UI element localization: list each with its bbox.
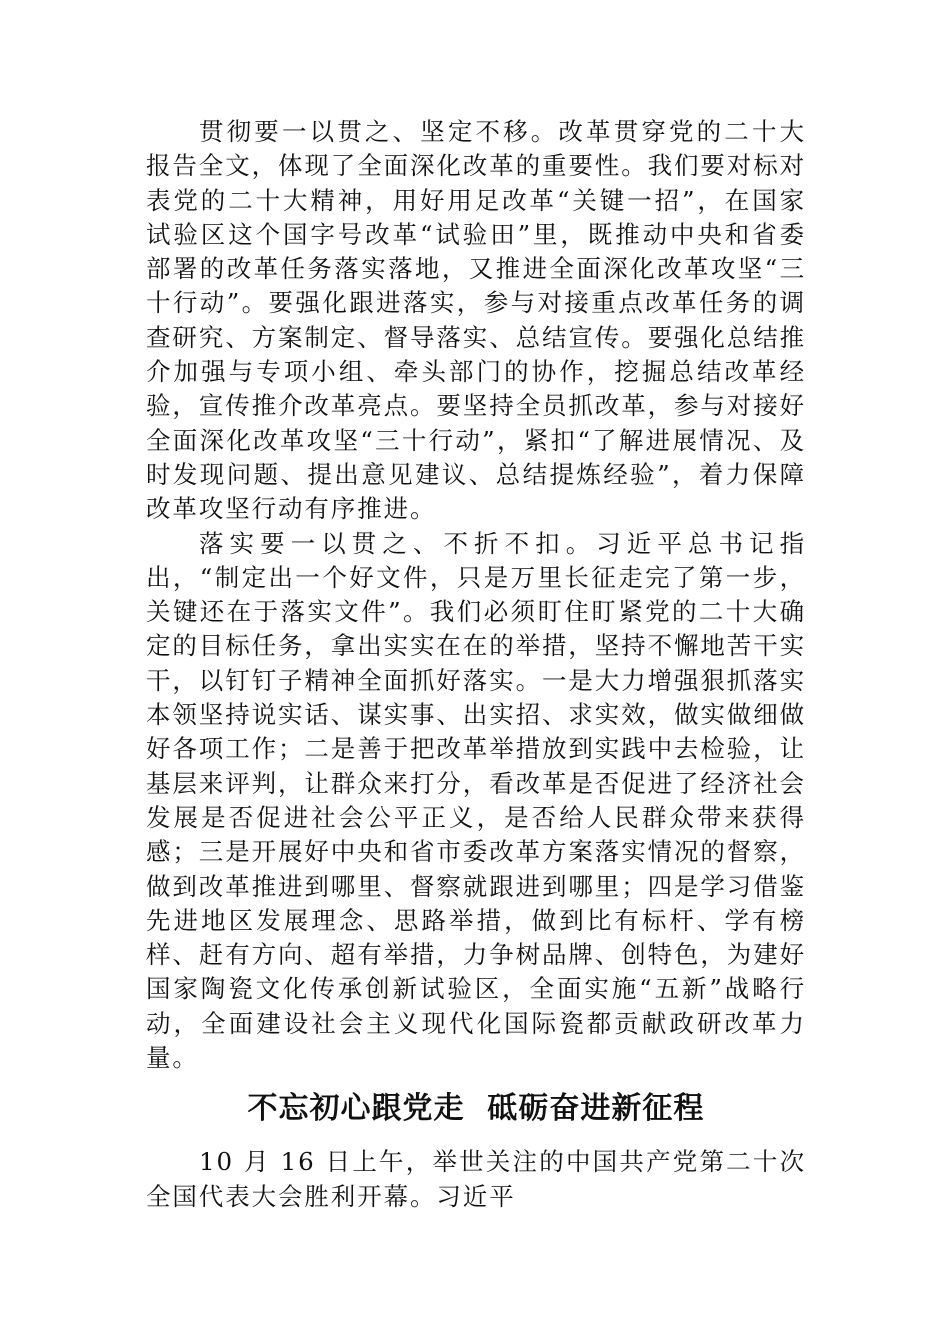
body-paragraph-execution: 落实要一以贯之、不折不扣。习近平总书记指出，“制定出一个好文件，只是万里长征走完了第一步，关键还在于落实文件”。我们必须盯住盯紧党的二十大确定的目标任务，拿出实实在在的举措，坚持不懈地苦干实干，以钉钉子精神全面抓好落实。一是大力增强狠抓落实本领坚持说实话、谋实事、出实招、求实效，做实做细做好各项工作；二是善于把改革举措放到实践中去检验，让基层来评判，让群众来打分，看改革是否促进了经济社会发展是否促进社会公平正义，是否给人民群众带来获得感；三是开展好中央和省市委改革方案落实情况的督察，做到改革推进到哪里、督察就跟进到哪里；四是学习借鉴先进地区发展理念、思路举措，做到比有标杆、学有榜样、赶有方向、超有举措，力争树品牌、创特色，为建好国家陶瓷文化传承创新试验区，全面实施“五新”战略行动，全面建设社会主义现代化国际瓷都贡献政研改革力量。 bbox=[146, 528, 806, 1073]
section-heading: 不忘初心跟党走 砥砺奋进新征程 bbox=[247, 1091, 705, 1127]
document-page bbox=[146, 115, 806, 1214]
body-paragraph-opening: 10 月 16 日上午，举世关注的中国共产党第二十次全国代表大会胜利开幕。习近平 bbox=[146, 1147, 806, 1211]
body-paragraph-implementation: 贯彻要一以贯之、坚定不移。改革贯穿党的二十大报告全文，体现了全面深化改革的重要性。我们要对标对表党的二十大精神，用好用足改革“关键一招”，在国家试验区这个国字号改革“试验田”里，既推动中央和省委部署的改革任务落实落地，又推进全面深化改革攻坚“三十行动”。要强化跟进落实，参与对接重点改革任务的调查研究、方案制定、督导落实、总结宣传。要强化总结推介加强与专项小组、牵头部门的协作，挖掘总结改革经验，宣传推介改革亮点。要坚持全员抓改革，参与对接好全面深化改革攻坚“三十行动”，紧扣“了解进展情况、及时发现问题、提出意见建议、总结提炼经验”，着力保障改革攻坚行动有序推进。 bbox=[146, 117, 806, 524]
